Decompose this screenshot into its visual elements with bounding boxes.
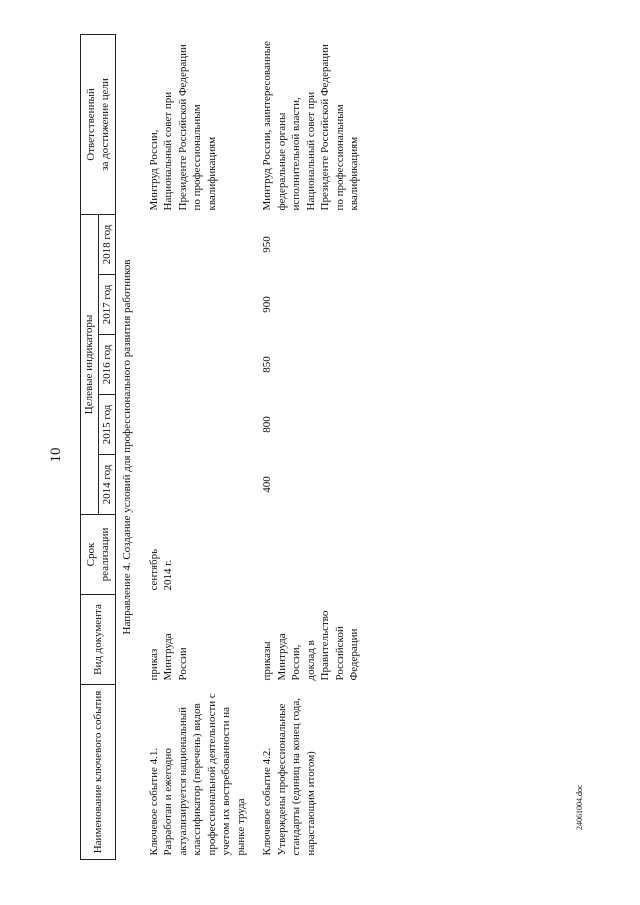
indicator-2018 xyxy=(143,214,257,274)
responsible-cell: Минтруд России, Национальный совет при Президенте Российской Федерации по профессиональным квалификациям xyxy=(147,44,218,211)
indicator-2016 xyxy=(143,335,257,395)
indicator-2018: 950 xyxy=(261,236,274,253)
deadline-cell xyxy=(256,515,370,595)
header-year: 2017 год xyxy=(98,275,116,335)
header-year: 2016 год xyxy=(98,335,116,395)
direction-title: Направление 4. Создание условий для профессионального развития работников xyxy=(121,259,134,635)
deadline-cell: сентябрь 2014 г. xyxy=(147,548,175,591)
header-doc-type: Вид документа xyxy=(81,595,116,685)
indicator-2014: 400 xyxy=(261,476,274,493)
indicator-2015 xyxy=(143,395,257,455)
doc-type-cell: приказы Минтруда России, доклад в Правительство Российской Федерации xyxy=(261,610,361,681)
key-events-table xyxy=(80,34,370,860)
indicator-2017 xyxy=(143,275,257,335)
indicator-2016: 850 xyxy=(261,356,274,373)
header-row xyxy=(81,34,99,859)
page-number: 10 xyxy=(48,447,64,463)
indicator-2014 xyxy=(143,455,257,515)
event-cell: Ключевое событие 4.1. Разработан и ежегодно актуализируется национальный классификатор (перечень) видов профессиональной деятельности с учетом их востребованности на рынке труда xyxy=(147,693,247,856)
indicator-2017: 900 xyxy=(261,296,274,313)
event-cell: Ключевое событие 4.2. Утверждены профессиональные стандарты (единиц на конец года, нарастающим итогом) xyxy=(261,697,317,856)
header-event: Наименование ключевого события xyxy=(81,685,116,860)
header-responsible: Ответственный за достижение цели xyxy=(81,34,116,214)
direction-row xyxy=(116,34,143,859)
header-year: 2014 год xyxy=(98,455,116,515)
responsible-cell: Минтруд России, заинтересованные федеральные органы исполнительной власти, Национальный совет при Президенте Российской Федерации по профессиональным квалификациям xyxy=(261,41,361,211)
table-row xyxy=(143,34,257,859)
header-indicators: Целевые индикаторы xyxy=(81,214,99,514)
doc-type-cell: приказ Минтруда России xyxy=(147,633,189,681)
file-name: 24061004.doc xyxy=(575,784,584,830)
header-year: 2018 год xyxy=(98,214,116,274)
indicator-2015: 800 xyxy=(261,416,274,433)
header-deadline: Срок реализации xyxy=(81,515,116,595)
rotated-table-container xyxy=(80,35,600,860)
header-year: 2015 год xyxy=(98,395,116,455)
table-row xyxy=(256,34,370,859)
